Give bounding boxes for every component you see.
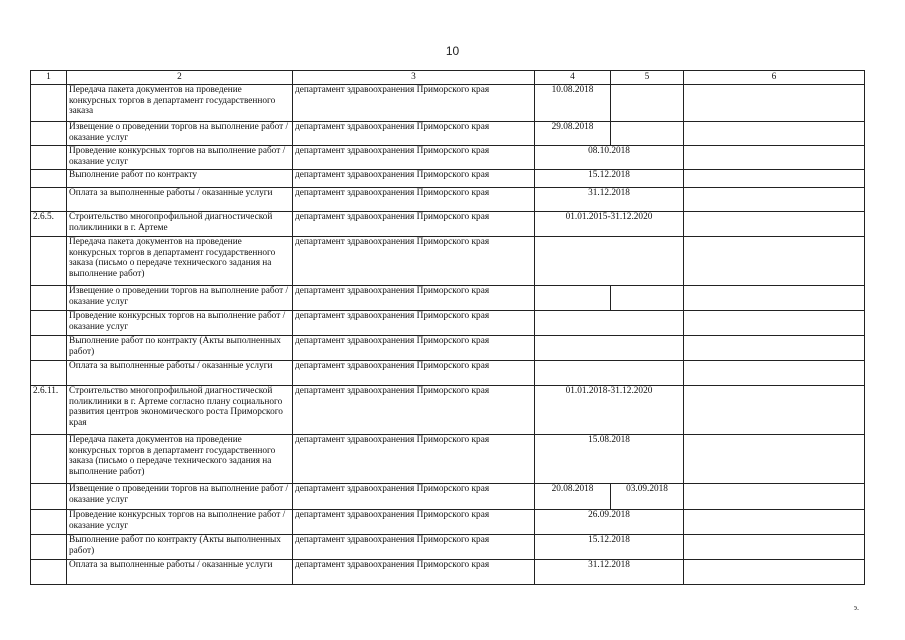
table-row [31,188,865,212]
date-cell: 15.08.2018 [535,435,684,484]
measure-name-cell: Строительство многопрофильной диагностической поликлиники в г. Артеме [67,212,293,237]
responsible-dept-cell: департамент здравоохранения Приморского края [293,535,535,560]
responsible-dept-cell: департамент здравоохранения Приморского края [293,146,535,170]
table-row [31,286,865,311]
note-cell [684,435,865,484]
responsible-dept-cell: департамент здравоохранения Приморского края [293,122,535,146]
responsible-dept-cell: департамент здравоохранения Приморского края [293,311,535,336]
measure-name-cell: Оплата за выполненные работы / оказанные услуги [67,188,293,212]
item-number-cell [31,535,67,560]
header-cell: 4 [535,71,611,85]
responsible-dept-cell: департамент здравоохранения Приморского края [293,286,535,311]
responsible-dept-cell: департамент здравоохранения Приморского края [293,560,535,585]
note-cell [684,336,865,361]
item-number-cell [31,122,67,146]
note-cell [684,122,865,146]
note-cell [684,212,865,237]
page-number: 10 [445,44,460,58]
measure-name-cell: Передача пакета документов на проведение конкурсных торгов в департамент государственного заказа [67,85,293,122]
item-number-cell [31,170,67,188]
note-cell [684,361,865,386]
measure-name-cell: Передача пакета документов на проведение конкурсных торгов в департамент государственного заказа (письмо о передаче технического задания на выполнение работ) [67,435,293,484]
date-cell [535,311,684,336]
date-cell [535,361,684,386]
table-row [31,435,865,484]
note-cell [684,286,865,311]
start-date-cell [535,286,611,311]
table-row [31,535,865,560]
date-cell: 01.01.2018-31.12.2020 [535,386,684,435]
header-cell: 3 [293,71,535,85]
measure-name-cell: Строительство многопрофильной диагностической поликлиники в г. Артеме согласно плану социального развития центров экономического роста Приморского края [67,386,293,435]
responsible-dept-cell: департамент здравоохранения Приморского края [293,170,535,188]
header-cell: 6 [684,71,865,85]
responsible-dept-cell: департамент здравоохранения Приморского края [293,85,535,122]
measure-name-cell: Передача пакета документов на проведение конкурсных торгов в департамент государственного заказа (письмо о передаче технического задания на выполнение работ) [67,237,293,286]
measure-name-cell: Выполнение работ по контракту (Акты выполненных работ) [67,336,293,361]
measure-name-cell: Проведение конкурсных торгов на выполнение работ / оказание услуг [67,146,293,170]
end-date-cell [611,85,684,122]
note-cell [684,146,865,170]
measure-name-cell: Оплата за выполненные работы / оказанные услуги [67,361,293,386]
date-cell: 31.12.2018 [535,560,684,585]
table-row [31,237,865,286]
date-cell: 31.12.2018 [535,188,684,212]
item-number-cell [31,85,67,122]
start-date-cell: 20.08.2018 [535,484,611,510]
header-cell: 2 [67,71,293,85]
footer-mark: э. [853,603,859,612]
responsible-dept-cell: департамент здравоохранения Приморского края [293,510,535,535]
measure-name-cell: Выполнение работ по контракту (Акты выполненных работ) [67,535,293,560]
item-number-cell [31,146,67,170]
date-cell: 01.01.2015-31.12.2020 [535,212,684,237]
responsible-dept-cell: департамент здравоохранения Приморского края [293,336,535,361]
table-header-row [31,71,865,85]
note-cell [684,386,865,435]
table-row [31,146,865,170]
note-cell [684,237,865,286]
item-number-cell: 2.6.5. [31,212,67,237]
end-date-cell [611,286,684,311]
note-cell [684,170,865,188]
note-cell [684,510,865,535]
item-number-cell: 2.6.11. [31,386,67,435]
end-date-cell [611,122,684,146]
end-date-cell: 03.09.2018 [611,484,684,510]
item-number-cell [31,311,67,336]
plan-table [30,70,865,585]
measure-name-cell: Оплата за выполненные работы / оказанные услуги [67,560,293,585]
header-cell: 1 [31,71,67,85]
note-cell [684,484,865,510]
item-number-cell [31,435,67,484]
responsible-dept-cell: департамент здравоохранения Приморского края [293,188,535,212]
measure-name-cell: Извещение о проведении торгов на выполнение работ / оказание услуг [67,484,293,510]
item-number-cell [31,286,67,311]
item-number-cell [31,237,67,286]
header-cell: 5 [611,71,684,85]
item-number-cell [31,336,67,361]
table-row [31,122,865,146]
table-row [31,510,865,535]
measure-name-cell: Извещение о проведении торгов на выполнение работ / оказание услуг [67,122,293,146]
table-row [31,212,865,237]
table-row [31,85,865,122]
start-date-cell: 10.08.2018 [535,85,611,122]
measure-name-cell: Выполнение работ по контракту [67,170,293,188]
note-cell [684,188,865,212]
table-row [31,484,865,510]
table-row [31,311,865,336]
responsible-dept-cell: департамент здравоохранения Приморского края [293,361,535,386]
item-number-cell [31,188,67,212]
item-number-cell [31,484,67,510]
table-row [31,361,865,386]
start-date-cell: 29.08.2018 [535,122,611,146]
measure-name-cell: Извещение о проведении торгов на выполнение работ / оказание услуг [67,286,293,311]
responsible-dept-cell: департамент здравоохранения Приморского края [293,484,535,510]
note-cell [684,560,865,585]
date-cell: 15.12.2018 [535,170,684,188]
item-number-cell [31,510,67,535]
responsible-dept-cell: департамент здравоохранения Приморского края [293,212,535,237]
table-row [31,386,865,435]
table-row [31,170,865,188]
measure-name-cell: Проведение конкурсных торгов на выполнение работ / оказание услуг [67,311,293,336]
table-row [31,560,865,585]
item-number-cell [31,361,67,386]
date-cell: 26.09.2018 [535,510,684,535]
responsible-dept-cell: департамент здравоохранения Приморского края [293,435,535,484]
table-row [31,336,865,361]
date-cell: 08.10.2018 [535,146,684,170]
responsible-dept-cell: департамент здравоохранения Приморского края [293,386,535,435]
responsible-dept-cell: департамент здравоохранения Приморского края [293,237,535,286]
date-cell: 15.12.2018 [535,535,684,560]
note-cell [684,311,865,336]
measure-name-cell: Проведение конкурсных торгов на выполнение работ / оказание услуг [67,510,293,535]
note-cell [684,85,865,122]
date-cell [535,237,684,286]
item-number-cell [31,560,67,585]
date-cell [535,336,684,361]
note-cell [684,535,865,560]
